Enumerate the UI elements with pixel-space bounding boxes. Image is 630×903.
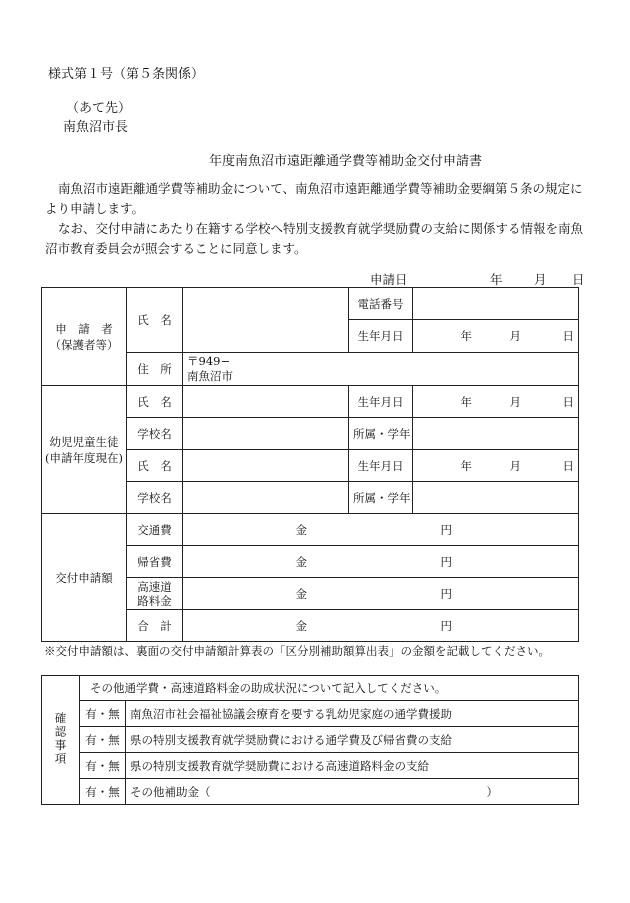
confirmation-item-2: 県の特別支援教育就学奨励費における通学費及び帰省費の支給 [126,727,579,753]
application-date-label: 申請日 [370,272,408,287]
yesno-selector-1[interactable]: 有・無 [80,701,126,727]
postal-prefix: 〒949− [187,354,231,368]
amount-note: ※交付申請額は、裏面の交付申請額計算表の「区分別補助額算出表」の金額を記載してください。 [44,644,550,658]
addressee-label: （あて先） [66,101,132,116]
application-form-table [41,287,579,642]
applicant-dob-label: 生年月日 [349,320,413,353]
student1-name-field[interactable] [183,386,349,418]
yen-label: 円 [440,522,452,537]
form-number: 様式第１号（第５条関係） [48,67,205,82]
student-section-label: 幼児児童生徒 [49,434,119,449]
applicant-address-field[interactable] [183,353,579,386]
dob-year-unit: 年 [460,394,472,409]
confirmation-header: その他通学費・高速道路料金の助成状況について記入してください。 [80,676,579,701]
amount-field-transport[interactable] [183,514,579,546]
body-paragraph-2: なお、交付申請にあたり在籍する学校へ特別支援教育就学奨励費の支給に関係する情報を南魚沼市教育委員会が照会することに同意します。 [45,221,584,256]
yen-label: 円 [440,586,452,601]
confirmation-item-3: 県の特別支援教育就学奨励費における高速道路料金の支給 [126,753,579,779]
applicant-name-field[interactable] [183,288,349,353]
application-date-month: 月 [534,272,547,287]
kin-label: 金 [295,618,307,633]
applicant-name-label: 氏 名 [127,288,183,353]
student2-school-field[interactable] [183,482,349,514]
amount-label-highway: 高速道路料金 [127,578,183,610]
amount-label-total: 合 計 [127,610,183,642]
dob-month-unit: 月 [509,458,522,473]
student1-school-field[interactable] [183,418,349,450]
kin-label: 金 [295,554,307,569]
yen-label: 円 [440,554,452,569]
confirmation-table [41,675,579,805]
student2-name-label: 氏 名 [127,450,183,482]
student1-grade-label: 所属・学年 [349,418,413,450]
amount-field-highway[interactable] [183,578,579,610]
dob-year-unit: 年 [460,329,472,343]
student2-grade-label: 所属・学年 [349,482,413,514]
dob-day-unit: 日 [562,394,574,409]
student2-dob-field[interactable] [413,450,579,482]
student2-grade-field[interactable] [413,482,579,514]
dob-year-unit: 年 [460,458,472,473]
applicant-dob-field[interactable] [413,320,579,353]
address-prefix: 南魚沼市 [187,369,233,383]
addressee-name: 南魚沼市長 [63,120,129,135]
applicant-phone-label: 電話番号 [349,288,413,320]
student2-name-field[interactable] [183,450,349,482]
student1-grade-field[interactable] [413,418,579,450]
yesno-selector-3[interactable]: 有・無 [80,753,126,779]
student-section [42,386,127,514]
applicant-section-sub: （保護者等） [49,337,119,352]
yesno-selector-4[interactable]: 有・無 [80,779,126,805]
student1-name-label: 氏 名 [127,386,183,418]
confirmation-section-label: 確認事項 [53,711,68,766]
student2-school-label: 学校名 [127,482,183,514]
dob-month-unit: 月 [509,329,522,343]
application-date-year: 年 [490,272,503,287]
amount-field-total[interactable] [183,610,579,642]
applicant-section-label: 申 請 者 [55,321,113,336]
student1-school-label: 学校名 [127,418,183,450]
confirmation-section [42,676,80,805]
yesno-selector-2[interactable]: 有・無 [80,727,126,753]
application-date-day: 日 [572,272,585,287]
student-section-sub: (申請年度現在) [45,450,123,465]
amount-field-homecoming[interactable] [183,546,579,578]
yen-label: 円 [440,618,452,633]
student2-dob-label: 生年月日 [349,450,413,482]
dob-month-unit: 月 [509,394,522,409]
confirmation-item-4[interactable]: その他補助金（ ） [126,779,579,805]
amount-label-homecoming: 帰省費 [127,546,183,578]
page-title: 年度南魚沼市遠距離通学費等補助金交付申請書 [209,154,483,169]
amount-label-transport: 交通費 [127,514,183,546]
dob-day-unit: 日 [562,329,574,343]
body-paragraph-1: 南魚沼市遠距離通学費等補助金について、南魚沼市遠距離通学費等補助金要綱第５条の規定により申請します。 [45,181,583,216]
applicant-address-label: 住 所 [127,353,183,386]
applicant-phone-field[interactable] [413,288,579,320]
kin-label: 金 [295,522,307,537]
applicant-section [42,288,127,386]
amount-section-label: 交付申請額 [42,514,127,642]
student1-dob-field[interactable] [413,386,579,418]
confirmation-item-1: 南魚沼市社会福祉協議会療育を要する乳幼児家庭の通学費援助 [126,701,579,727]
student1-dob-label: 生年月日 [349,386,413,418]
dob-day-unit: 日 [562,458,574,473]
kin-label: 金 [295,586,307,601]
